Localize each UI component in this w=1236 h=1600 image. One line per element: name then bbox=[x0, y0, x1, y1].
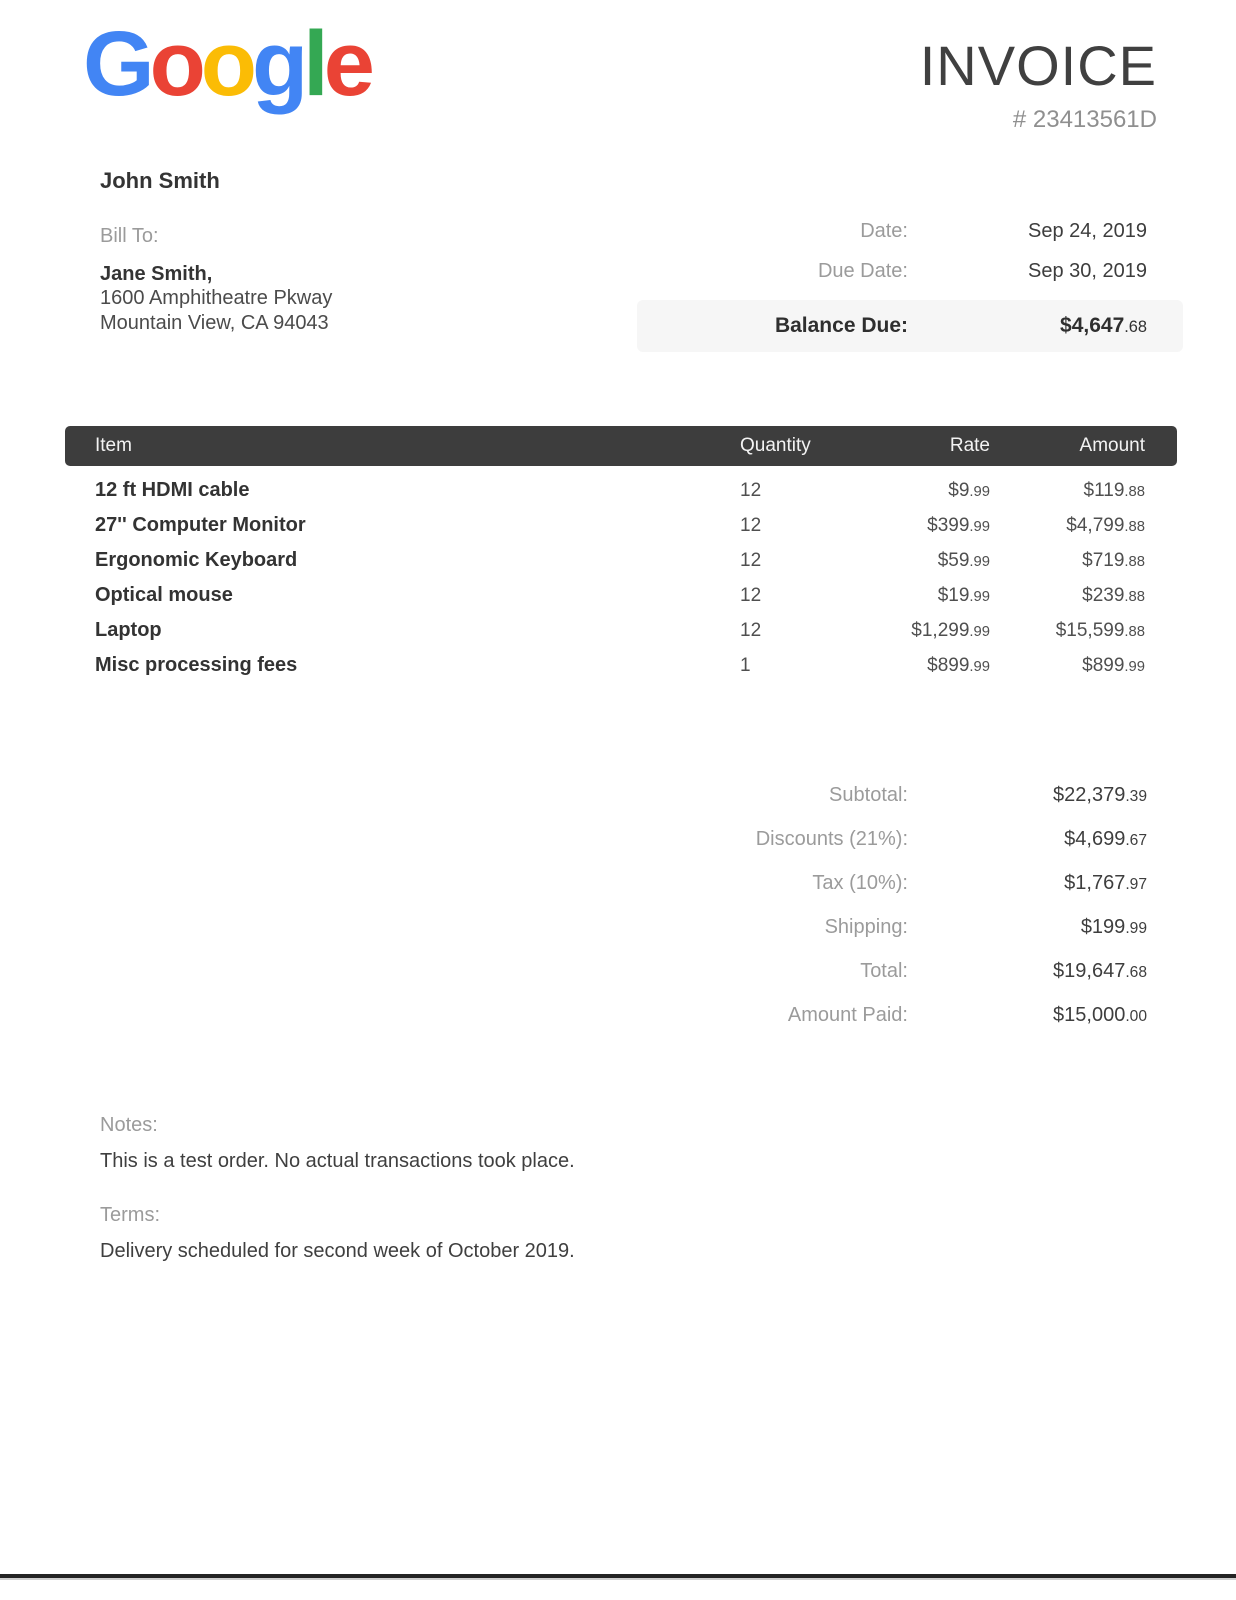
shipping-value: $199.99 bbox=[1080, 915, 1147, 938]
rate-cell: $9.99 bbox=[948, 479, 990, 501]
item-cell: Optical mouse bbox=[95, 584, 233, 606]
bill-to-block bbox=[100, 224, 332, 335]
subtotal-row bbox=[637, 773, 1183, 817]
quantity-cell: 1 bbox=[740, 654, 751, 676]
date-row bbox=[637, 211, 1183, 251]
logo-letter: o bbox=[149, 13, 201, 115]
header-rate: Rate bbox=[949, 435, 990, 456]
header-amount: Amount bbox=[1079, 435, 1145, 456]
logo-letter: e bbox=[323, 13, 370, 115]
date-label: Date: bbox=[860, 219, 908, 242]
rate-cell: $1,299.99 bbox=[911, 619, 990, 641]
header-quantity: Quantity bbox=[740, 435, 811, 456]
rate-cell: $399.99 bbox=[927, 514, 990, 536]
rate-cell: $899.99 bbox=[927, 654, 990, 676]
shipping-label: Shipping: bbox=[824, 915, 908, 938]
item-cell: Laptop bbox=[95, 619, 162, 641]
logo-letter: l bbox=[303, 13, 324, 115]
discounts-value: $4,699.67 bbox=[1064, 827, 1147, 850]
discounts-row bbox=[637, 817, 1183, 861]
rate-cell: $19.99 bbox=[937, 584, 990, 606]
bill-to-address-line2: Mountain View, CA 94043 bbox=[100, 311, 329, 334]
due-date-label: Due Date: bbox=[817, 259, 908, 282]
item-cell: Ergonomic Keyboard bbox=[95, 549, 298, 571]
table-row bbox=[65, 648, 1177, 683]
amount-cell: $239.88 bbox=[1082, 584, 1145, 606]
tax-label: Tax (10%): bbox=[812, 871, 908, 894]
item-cell: 27'' Computer Monitor bbox=[95, 514, 306, 536]
amount-paid-row bbox=[637, 993, 1183, 1037]
date-value: Sep 24, 2019 bbox=[1028, 219, 1147, 242]
table-row bbox=[65, 508, 1177, 543]
bill-to-address-line1: 1600 Amphitheatre Pkway bbox=[100, 287, 333, 309]
amount-cell: $119.88 bbox=[1083, 479, 1145, 501]
logo-letter: G bbox=[83, 13, 150, 115]
items-table-header bbox=[65, 426, 1177, 466]
subtotal-label: Subtotal: bbox=[829, 783, 908, 806]
table-row bbox=[65, 543, 1177, 578]
quantity-cell: 12 bbox=[740, 584, 762, 606]
invoice-header bbox=[919, 34, 1157, 134]
subtotal-value: $22,379.39 bbox=[1053, 783, 1147, 806]
amount-cell: $15,599.88 bbox=[1055, 619, 1145, 641]
shipping-row bbox=[637, 905, 1183, 949]
sender-name: John Smith bbox=[100, 168, 220, 193]
terms-label: Terms: bbox=[100, 1204, 160, 1226]
balance-due-value: $4,647.68 bbox=[1060, 314, 1147, 337]
balance-due-label: Balance Due: bbox=[774, 314, 908, 337]
item-cell: 12 ft HDMI cable bbox=[95, 479, 250, 501]
invoice-title: INVOICE bbox=[919, 34, 1157, 97]
tax-value: $1,767.97 bbox=[1064, 871, 1147, 894]
rate-cell: $59.99 bbox=[937, 549, 990, 571]
terms-text: Delivery scheduled for second week of October 2019. bbox=[100, 1240, 575, 1262]
table-row bbox=[65, 473, 1177, 508]
due-date-row bbox=[637, 251, 1183, 291]
bill-to-label: Bill To: bbox=[100, 225, 159, 247]
quantity-cell: 12 bbox=[740, 549, 762, 571]
quantity-cell: 12 bbox=[740, 514, 762, 536]
page-bottom-edge-shadow bbox=[0, 1578, 1236, 1580]
bill-to-name: Jane Smith, bbox=[100, 262, 213, 285]
items-table bbox=[65, 426, 1177, 683]
discounts-label: Discounts (21%): bbox=[755, 827, 908, 850]
table-row bbox=[65, 578, 1177, 613]
logo-letter: g bbox=[251, 13, 304, 115]
total-value: $19,647.68 bbox=[1053, 959, 1147, 982]
item-cell: Misc processing fees bbox=[95, 654, 298, 676]
amount-cell: $4,799.88 bbox=[1066, 514, 1145, 536]
invoice-meta bbox=[637, 211, 1183, 352]
amount-paid-label: Amount Paid: bbox=[787, 1003, 908, 1026]
totals-block bbox=[637, 773, 1183, 1037]
logo-letter: o bbox=[200, 13, 252, 115]
due-date-value: Sep 30, 2019 bbox=[1028, 259, 1147, 282]
total-row bbox=[637, 949, 1183, 993]
total-label: Total: bbox=[860, 959, 908, 982]
amount-cell: $719.88 bbox=[1082, 549, 1145, 571]
header-item: Item bbox=[95, 435, 132, 456]
balance-due-row bbox=[637, 300, 1183, 352]
quantity-cell: 12 bbox=[740, 619, 762, 641]
google-logo bbox=[83, 14, 370, 115]
terms-block bbox=[100, 1204, 575, 1263]
notes-block bbox=[100, 1114, 575, 1173]
invoice-number: # 23413561D bbox=[1012, 106, 1157, 133]
table-row bbox=[65, 613, 1177, 648]
items-table-body bbox=[65, 473, 1177, 683]
quantity-cell: 12 bbox=[740, 479, 762, 501]
amount-cell: $899.99 bbox=[1082, 654, 1145, 676]
amount-paid-value: $15,000.00 bbox=[1053, 1003, 1147, 1026]
notes-label: Notes: bbox=[100, 1114, 158, 1136]
tax-row bbox=[637, 861, 1183, 905]
notes-text: This is a test order. No actual transactions took place. bbox=[100, 1150, 575, 1172]
